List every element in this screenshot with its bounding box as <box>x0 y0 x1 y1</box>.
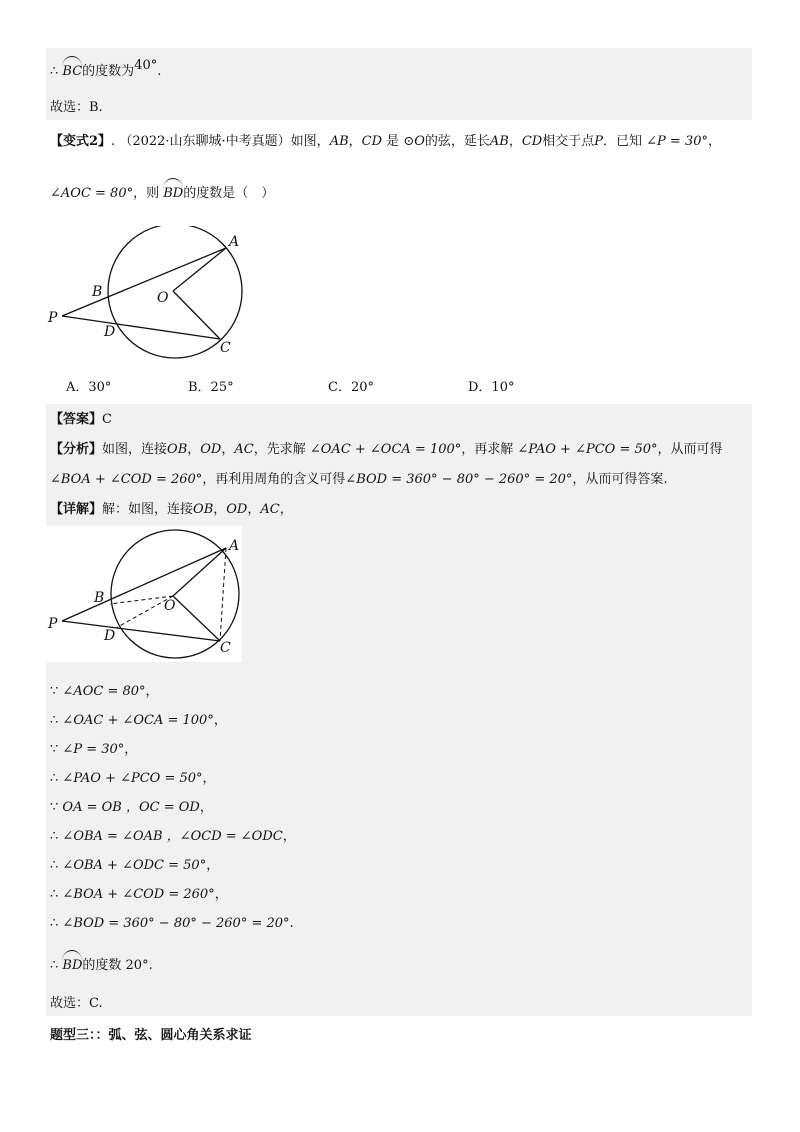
therefore-symbol: ∴ <box>50 64 59 79</box>
text: ， <box>348 134 362 149</box>
text: CD <box>521 134 543 149</box>
text: ， <box>202 771 216 786</box>
text: ∠OBA = ∠OAB ，∠OCD = ∠ODC <box>62 829 283 844</box>
text: ， <box>124 742 138 757</box>
text: . <box>289 916 294 931</box>
text: ， <box>213 502 227 517</box>
text: ∴ <box>50 887 59 902</box>
label-b: B <box>94 590 105 606</box>
question-line-1 <box>50 132 721 152</box>
text: ∠PAO + ∠PCO = 50° <box>517 442 658 457</box>
text: ， <box>282 829 296 844</box>
circle-o: ⊙O <box>403 134 425 149</box>
text: ， <box>247 502 261 517</box>
answer-line <box>50 410 112 430</box>
label-b: B <box>92 284 103 300</box>
text: ∴ <box>50 858 59 873</box>
top-choice-line: 故选：B. <box>50 100 103 115</box>
label-o: O <box>164 598 176 614</box>
text: ∠BOD = 360° − 80° − 260° = 20° <box>345 472 573 487</box>
text: ， <box>221 442 235 457</box>
option-c[interactable]: C．20° <box>328 380 374 395</box>
label-d: D <box>104 628 116 644</box>
text: OD <box>200 442 222 457</box>
line-pa <box>62 248 226 316</box>
text: ∴ <box>50 771 59 786</box>
text: 解：如图，连接 <box>102 502 194 517</box>
text: 的弦，延长 <box>424 134 490 149</box>
text: ， <box>508 134 522 149</box>
label-p: P <box>48 616 58 632</box>
text: ， <box>145 684 159 699</box>
text: AC <box>260 502 280 517</box>
text: 的度数为 <box>82 64 135 79</box>
analysis-tag: 【分析】 <box>50 442 103 457</box>
text: ∠BOD = 360° − 80° − 260° = 20° <box>62 916 290 931</box>
line-oa <box>173 548 226 596</box>
geometry-figure-2 <box>40 526 260 662</box>
final-choice: 故选：C. <box>50 996 103 1011</box>
arc-bc: BC <box>62 56 82 82</box>
text: AC <box>234 442 254 457</box>
step-4 <box>50 769 216 789</box>
text: . <box>111 134 116 149</box>
analysis-line-2 <box>50 470 668 490</box>
step-6 <box>50 827 296 847</box>
option-a[interactable]: A．30° <box>66 380 112 395</box>
text: OA = OB ，OC = OD <box>62 800 200 815</box>
label-a: A <box>229 538 240 554</box>
text: ，从而可得 <box>657 442 723 457</box>
line-oc <box>173 291 220 339</box>
top-conclusion-line <box>50 56 161 82</box>
text: ， <box>187 442 201 457</box>
text: ，先求解 <box>253 442 306 457</box>
text: ∴ <box>50 916 59 931</box>
answer-tag: 【答案】 <box>50 412 103 427</box>
condition-angle-p: ∠P = 30° <box>646 134 708 149</box>
text: ∴ <box>50 958 59 973</box>
label-d: D <box>104 324 116 340</box>
option-b[interactable]: B．25° <box>188 380 234 395</box>
step-1 <box>50 682 159 702</box>
text: AB <box>329 134 349 149</box>
step-3 <box>50 740 137 760</box>
text: ∠BOA + ∠COD = 260° <box>50 472 203 487</box>
text: ∠OAC + ∠OCA = 100° <box>309 442 462 457</box>
text: ，再求解 <box>461 442 514 457</box>
line-oa <box>173 248 226 291</box>
text: ．已知 <box>603 134 643 149</box>
line-pc <box>62 316 220 339</box>
text: ，再利用周角的含义可得 <box>202 472 346 487</box>
text: 的度数是（ ） <box>183 186 275 201</box>
arc-bd: BD <box>62 950 82 976</box>
step-8 <box>50 885 228 905</box>
step-9 <box>50 914 294 934</box>
label-a: A <box>229 234 240 250</box>
variant-tag: 【变式2】 <box>50 134 112 149</box>
text: ，从而可得答案. <box>572 472 668 487</box>
text: ∵ <box>50 742 59 757</box>
text: 是 <box>382 134 400 149</box>
question-source: （2022·山东聊城·中考真题）如图， <box>119 134 330 149</box>
section-heading: 题型三：：弧、弦、圆心角关系求证 <box>50 1028 252 1043</box>
text: ∵ <box>50 684 59 699</box>
detail-line <box>50 500 293 520</box>
label-o: O <box>157 290 169 306</box>
option-d[interactable]: D．10° <box>468 380 515 395</box>
text: ∠OAC + ∠OCA = 100° <box>62 713 214 728</box>
text: ，则 <box>133 186 160 201</box>
detail-tag: 【详解】 <box>50 502 103 517</box>
text: OD <box>226 502 248 517</box>
text: ， <box>206 858 220 873</box>
step-5 <box>50 798 213 818</box>
text: ∠AOC = 80° <box>62 684 146 699</box>
text: ∠P = 30° <box>62 742 125 757</box>
text: 的度数 20°. <box>82 958 153 973</box>
text: 如图，连接 <box>102 442 168 457</box>
step-7 <box>50 856 219 876</box>
arc-bd: BD <box>163 178 183 204</box>
text: CD <box>361 134 383 149</box>
text: ∵ <box>50 800 59 815</box>
text: ， <box>279 502 293 517</box>
step-2 <box>50 711 227 731</box>
geometry-figure-1 <box>40 226 260 366</box>
line-ac <box>220 548 226 641</box>
line-pa <box>62 548 226 621</box>
text: P <box>594 134 603 149</box>
text: OB <box>167 442 188 457</box>
label-c: C <box>220 640 231 656</box>
text: ∠PAO + ∠PCO = 50° <box>62 771 203 786</box>
condition-angle-aoc: ∠AOC = 80° <box>50 186 134 201</box>
line-oc <box>173 596 220 641</box>
answer-value: C <box>102 412 112 427</box>
label-c: C <box>220 340 231 356</box>
text: OB <box>193 502 214 517</box>
text: ， <box>213 713 227 728</box>
line-pc <box>62 621 220 641</box>
arc-value: 40° <box>134 58 158 73</box>
text: ， <box>708 134 722 149</box>
text: ∠BOA + ∠COD = 260° <box>62 887 215 902</box>
text: ， <box>199 800 213 815</box>
text: ∠OBA + ∠ODC = 50° <box>62 858 207 873</box>
text: 相交于点 <box>542 134 595 149</box>
conclusion-line <box>50 950 153 976</box>
text: ， <box>214 887 228 902</box>
text: AB <box>489 134 509 149</box>
label-p: P <box>48 310 58 326</box>
text: . <box>157 64 162 79</box>
text: ∴ <box>50 713 59 728</box>
question-line-2 <box>50 178 274 204</box>
analysis-line-1 <box>50 440 723 460</box>
text: ∴ <box>50 829 59 844</box>
circle <box>108 226 242 358</box>
